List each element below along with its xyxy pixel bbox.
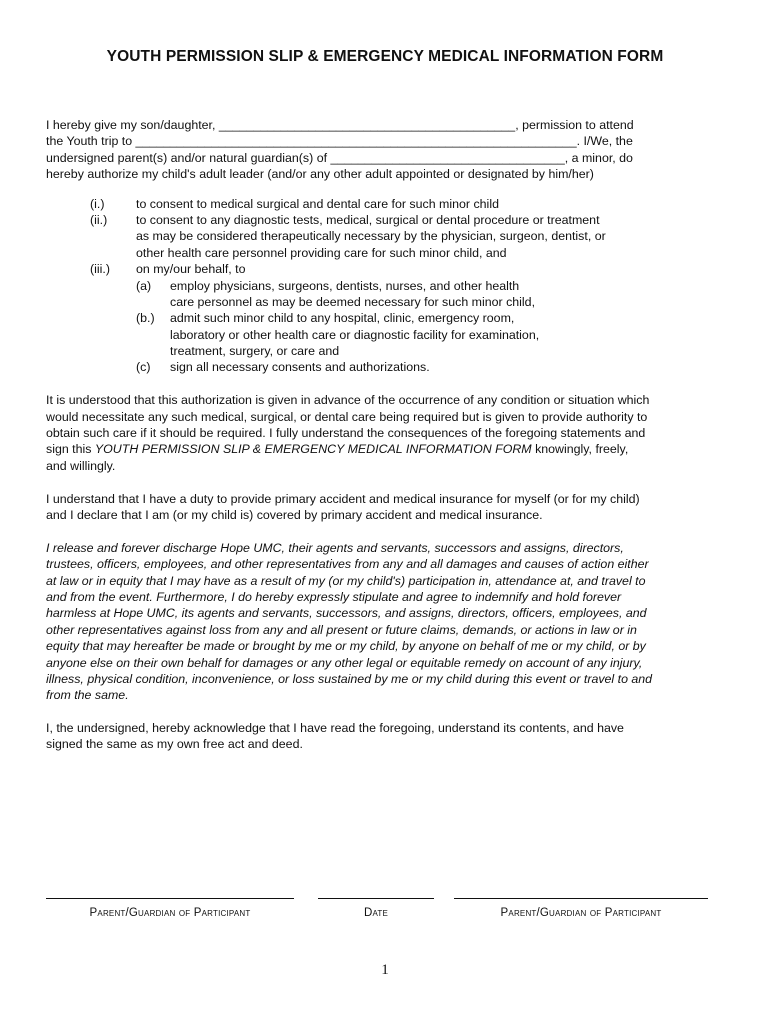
signature-label: Parent/Guardian of Participant xyxy=(500,907,662,919)
paragraph-line: obtain such care if it should be required. I fully understand the consequences of the foregoing statements and xyxy=(46,426,646,441)
list-item-text: to consent to medical surgical and dental care for such minor child xyxy=(136,196,499,211)
sublist-letter: (b.) xyxy=(136,311,155,326)
form-body xyxy=(46,117,726,753)
signature-parent-guardian-1 xyxy=(46,898,294,919)
paragraph-line: I release and forever discharge Hope UMC, their agents and servants, successors and assigns, directors, xyxy=(46,540,624,555)
paragraph-line xyxy=(46,441,726,457)
intro-line: I hereby give my son/daughter, ___________________________________________, permission to attend xyxy=(46,118,634,132)
paragraph-line: equity that may hereafter be made or brought by me or my child, by anyone on behalf of me or my child, or by xyxy=(46,639,646,654)
paragraph-line: would necessitate any such medical, surgical, or dental care being required but is given to provide authority to xyxy=(46,409,648,424)
signature-label: Date xyxy=(363,907,389,919)
form-title: YOUTH PERMISSION SLIP & EMERGENCY MEDICAL INFORMATION FORM xyxy=(106,48,664,65)
sublist-text: admit such minor child to any hospital, clinic, emergency room, xyxy=(170,311,515,326)
paragraph-line: anyone else on their own behalf for damages or any other legal or equitable remedy on account of any injury, xyxy=(46,655,643,670)
list-number: (i.) xyxy=(90,196,105,211)
paragraph-line: I understand that I have a duty to provide primary accident and medical insurance for myself (or for my child) xyxy=(46,491,640,506)
signature-date xyxy=(318,898,434,919)
text-segment: sign this xyxy=(46,442,95,457)
list-number: (ii.) xyxy=(90,212,108,227)
paragraph-line: and willingly. xyxy=(46,458,116,473)
sublist-text: care personnel as may be deemed necessary for such minor child, xyxy=(170,294,536,309)
paragraph-line: harmless at Hope UMC, its agents and servants, successors, and assigns, directors, officers, employees, and xyxy=(46,606,647,621)
signature-parent-guardian-2 xyxy=(454,898,708,919)
form-name-italic: YOUTH PERMISSION SLIP & EMERGENCY MEDICAL INFORMATION FORM xyxy=(94,442,532,457)
sublist-text: employ physicians, surgeons, dentists, nurses, and other health xyxy=(170,278,520,293)
paragraph-line: signed the same as my own free act and deed. xyxy=(46,737,303,752)
paragraph-line: illness, physical condition, inconvenience, or loss sustained by me or my child during this event or travel to and xyxy=(46,671,653,686)
intro-line: undersigned parent(s) and/or natural guardian(s) of __________________________________, a minor, do xyxy=(46,150,633,165)
paragraph-acknowledgement xyxy=(46,720,726,753)
intro-line: hereby authorize my child's adult leader (and/or any other adult appointed or designated by him/her) xyxy=(46,167,594,182)
paragraph-line: from the same. xyxy=(46,688,129,703)
paragraph-line: at law or in equity that I may have as a result of my (or my child's) participation in, attendance at, and travel to xyxy=(46,573,646,588)
list-item-text: on my/our behalf, to xyxy=(136,262,246,277)
sublist-letter: (c) xyxy=(136,360,151,375)
authorization-list xyxy=(46,196,726,376)
sublist-text: treatment, surgery, or care and xyxy=(170,344,340,359)
list-item-text: other health care personnel providing care for such minor child, and xyxy=(136,245,507,260)
signature-line[interactable] xyxy=(454,898,708,899)
paragraph-line: It is understood that this authorization is given in advance of the occurrence of any condition or situation which xyxy=(46,393,650,408)
paragraph-understood xyxy=(46,392,726,474)
list-number: (iii.) xyxy=(90,262,110,277)
sublist-text: sign all necessary consents and authorizations. xyxy=(170,360,430,375)
paragraph-insurance xyxy=(46,491,726,524)
list-item-text: to consent to any diagnostic tests, medical, surgical or dental procedure or treatment xyxy=(136,212,600,227)
signature-label: Parent/Guardian of Participant xyxy=(89,907,251,919)
sublist-letter: (a) xyxy=(136,278,152,293)
paragraph-release xyxy=(46,540,726,704)
signature-line[interactable] xyxy=(318,898,434,899)
paragraph-line: other representatives against loss from any and all present or future claims, demands, or actions in law or in xyxy=(46,622,637,637)
signature-line[interactable] xyxy=(46,898,294,899)
intro-line: the Youth trip to ________________________________________________________________. I/We, the xyxy=(46,134,633,149)
paragraph-line: and I declare that I am (or my child is) covered by primary accident and medical insurance. xyxy=(46,507,543,522)
text-segment: knowingly, freely, xyxy=(531,442,629,457)
page-number: 1 xyxy=(381,962,389,978)
paragraph-line: and from the event. Furthermore, I do hereby expressly stipulate and agree to indemnify and hold forever xyxy=(46,589,622,604)
paragraph-line: I, the undersigned, hereby acknowledge that I have read the foregoing, understand its contents, and have xyxy=(46,721,624,736)
list-item-text: as may be considered therapeutically necessary by the physician, surgeon, dentist, or xyxy=(136,229,606,244)
paragraph-line: trustees, officers, employees, and other representatives from any and all damages and causes of action either xyxy=(46,557,649,572)
sublist-text: laboratory or other health care or diagnostic facility for examination, xyxy=(170,327,540,342)
